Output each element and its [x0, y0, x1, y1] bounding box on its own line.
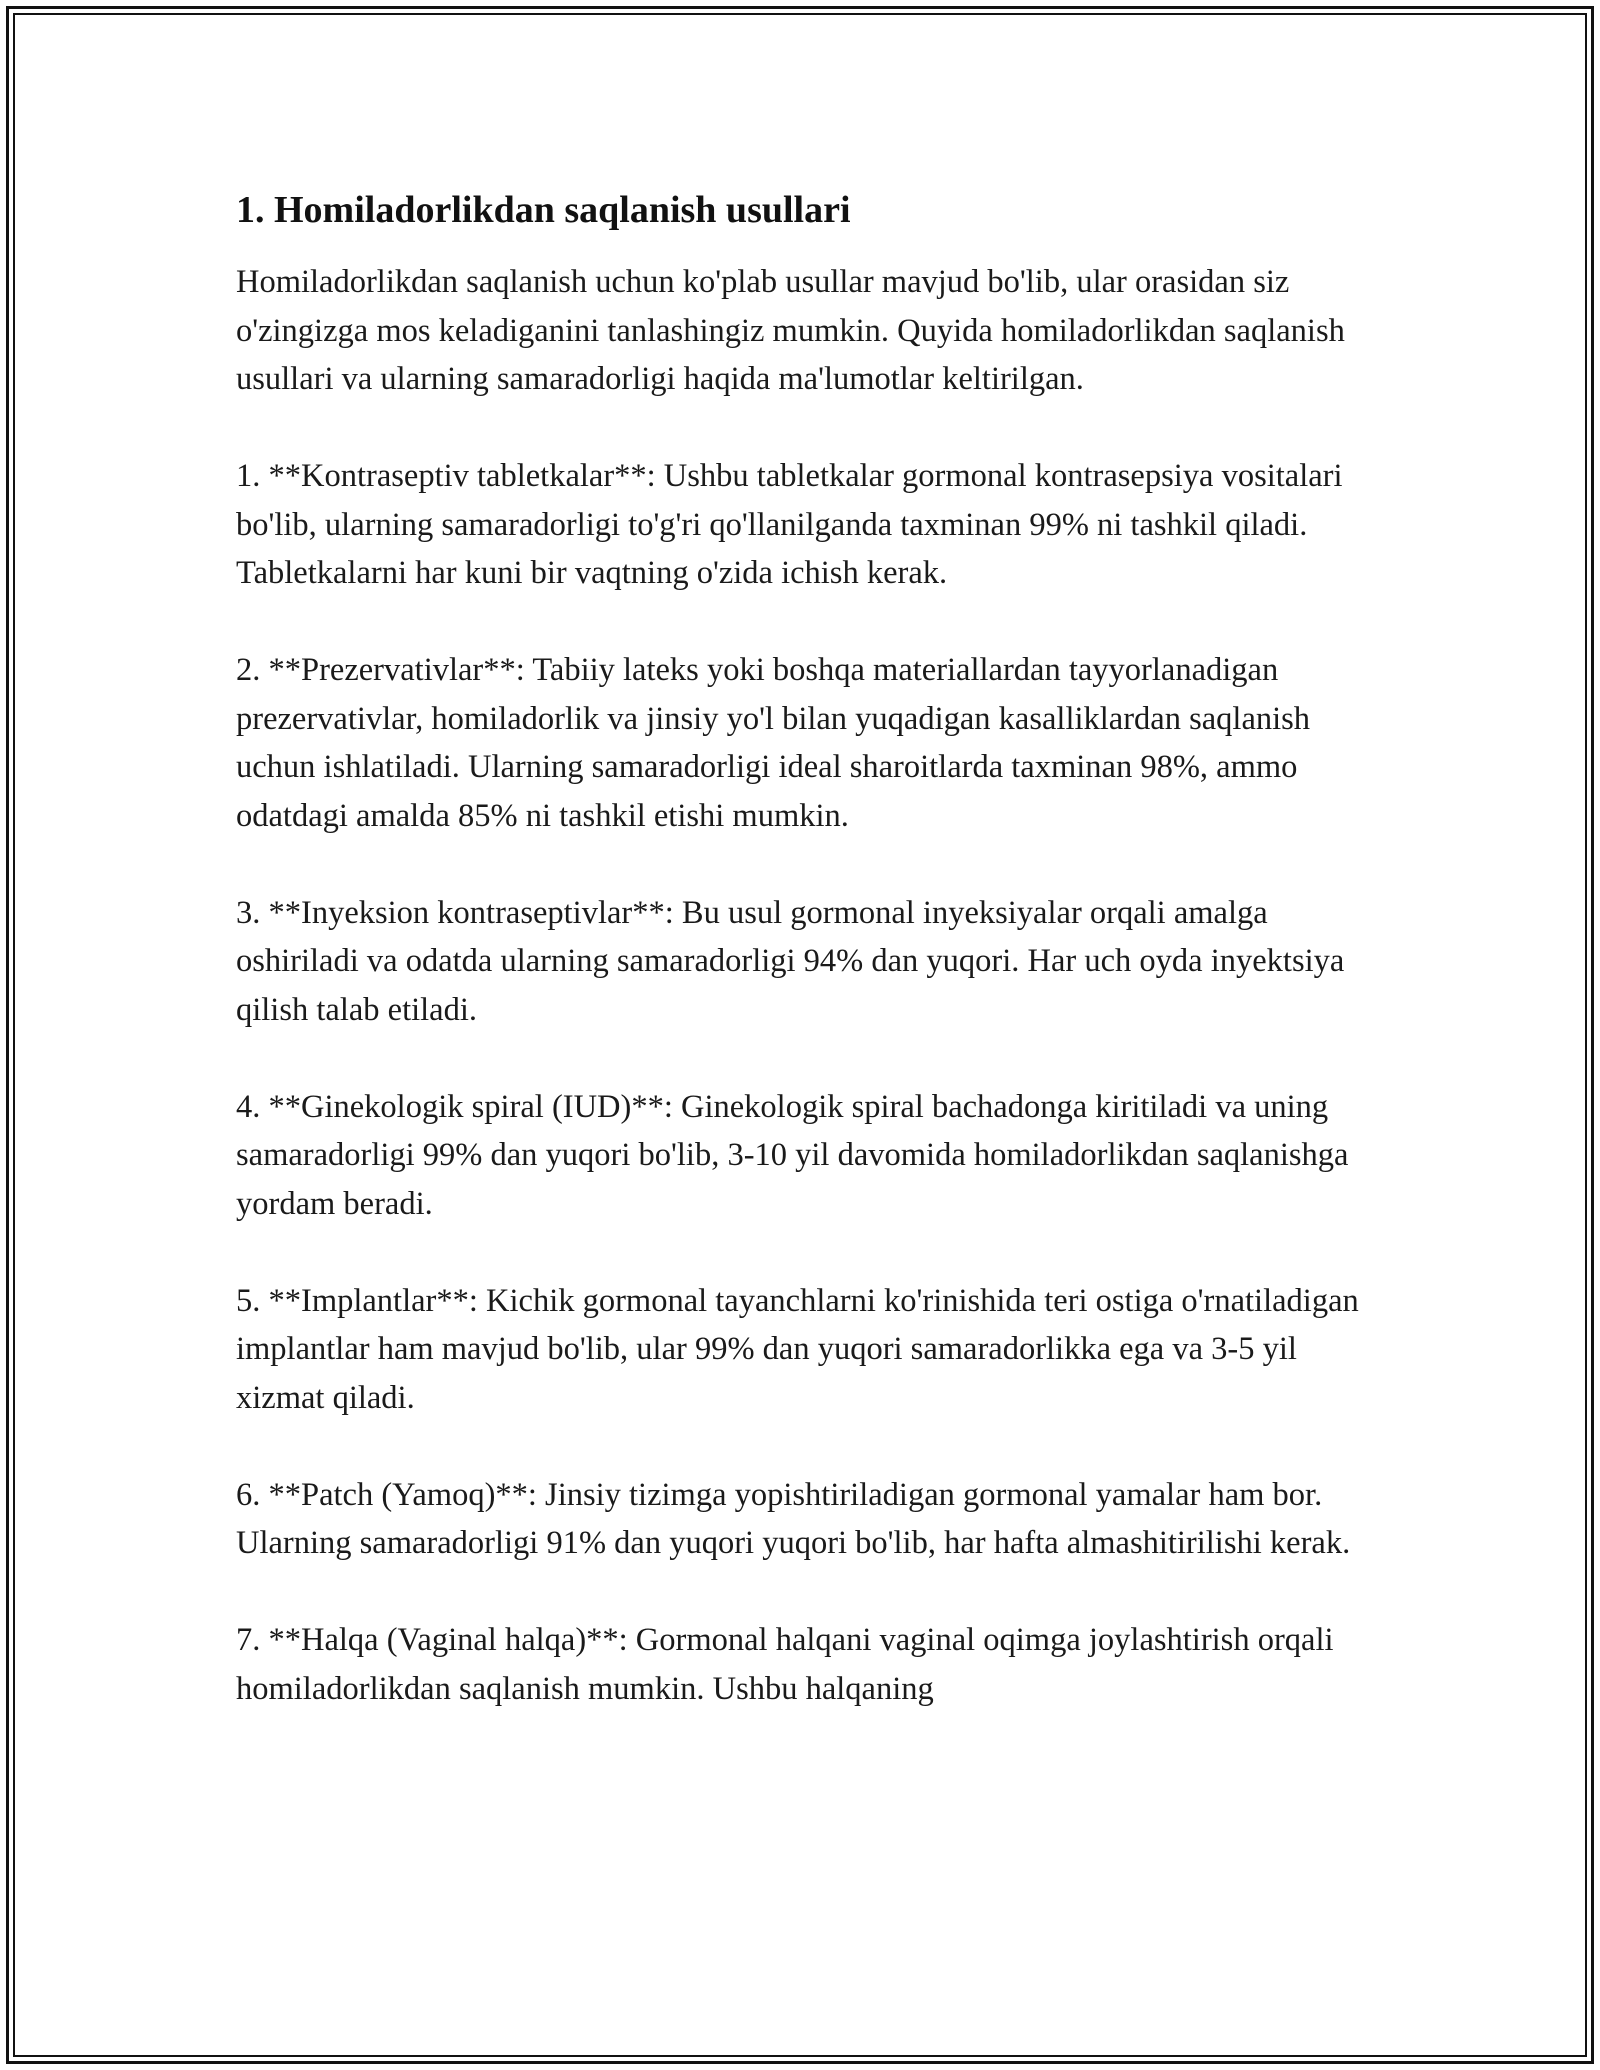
section-title: 1. Homiladorlikdan saqlanish usullari [236, 189, 851, 231]
list-item-ring: 7. **Halqa (Vaginal halqa)**: Gormonal halqani vaginal oqimga joylashtirish orqali homiladorlikdan saqlanish mumkin. Ushbu halqaning [236, 1622, 1334, 1707]
list-item-iud: 4. **Ginekologik spiral (IUD)**: Ginekologik spiral bachadonga kiritiladi va uning samaradorligi 99% dan yuqori bo'lib, 3-10 yil davomida homiladorlikdan saqlanishga yordam beradi. [236, 1088, 1349, 1222]
list-item-tablets: 1. **Kontraseptiv tabletkalar**: Ushbu tabletkalar gormonal kontrasepsiya vositalari bo'lib, ularning samaradorligi to'g'ri qo'llanilganda taxminan 99% ni tashkil qiladi. Tabletkalarni har kuni bir vaqtning o'zida ichish kerak. [236, 458, 1343, 591]
intro-paragraph: Homiladorlikdan saqlanish uchun ko'plab usullar mavjud bo'lib, ular orasidan siz o'zingizga mos keladiganini tanlashingiz mumkin. Quyida homiladorlikdan saqlanish usullari va ularning samaradorligi haqida ma'lumotlar keltirilgan. [236, 264, 1345, 397]
list-item-condoms: 2. **Prezervativlar**: Tabiiy lateks yoki boshqa materiallardan tayyorlanadigan prezervativlar, homiladorlik va jinsiy yo'l bilan yuqadigan kasalliklardan saqlanish uchun ishlatiladi. Ularning samaradorligi ideal sharoitlarda taxminan 98%, ammo odatdagi amalda 85% ni tashkil etishi mumkin. [236, 652, 1311, 834]
list-item-injections: 3. **Inyeksion kontraseptivlar**: Bu usul gormonal inyeksiyalar orqali amalga oshiriladi va odatda ularning samaradorligi 94% dan yuqori. Har uch oyda inyektsiya qilish talab etiladi. [236, 894, 1345, 1028]
list-item-implants: 5. **Implantlar**: Kichik gormonal tayanchlarni ko'rinishida teri ostiga o'rnatiladigan implantlar ham mavjud bo'lib, ular 99% dan yuqori samaradorlikka ega va 3-5 yil xizmat qiladi. [236, 1282, 1359, 1416]
document-body [236, 186, 1386, 1762]
list-item-patch: 6. **Patch (Yamoq)**: Jinsiy tizimga yopishtiriladigan gormonal yamalar ham bor. Ularning samaradorligi 91% dan yuqori yuqori bo'lib, har hafta almashitirilishi kerak. [236, 1476, 1351, 1561]
